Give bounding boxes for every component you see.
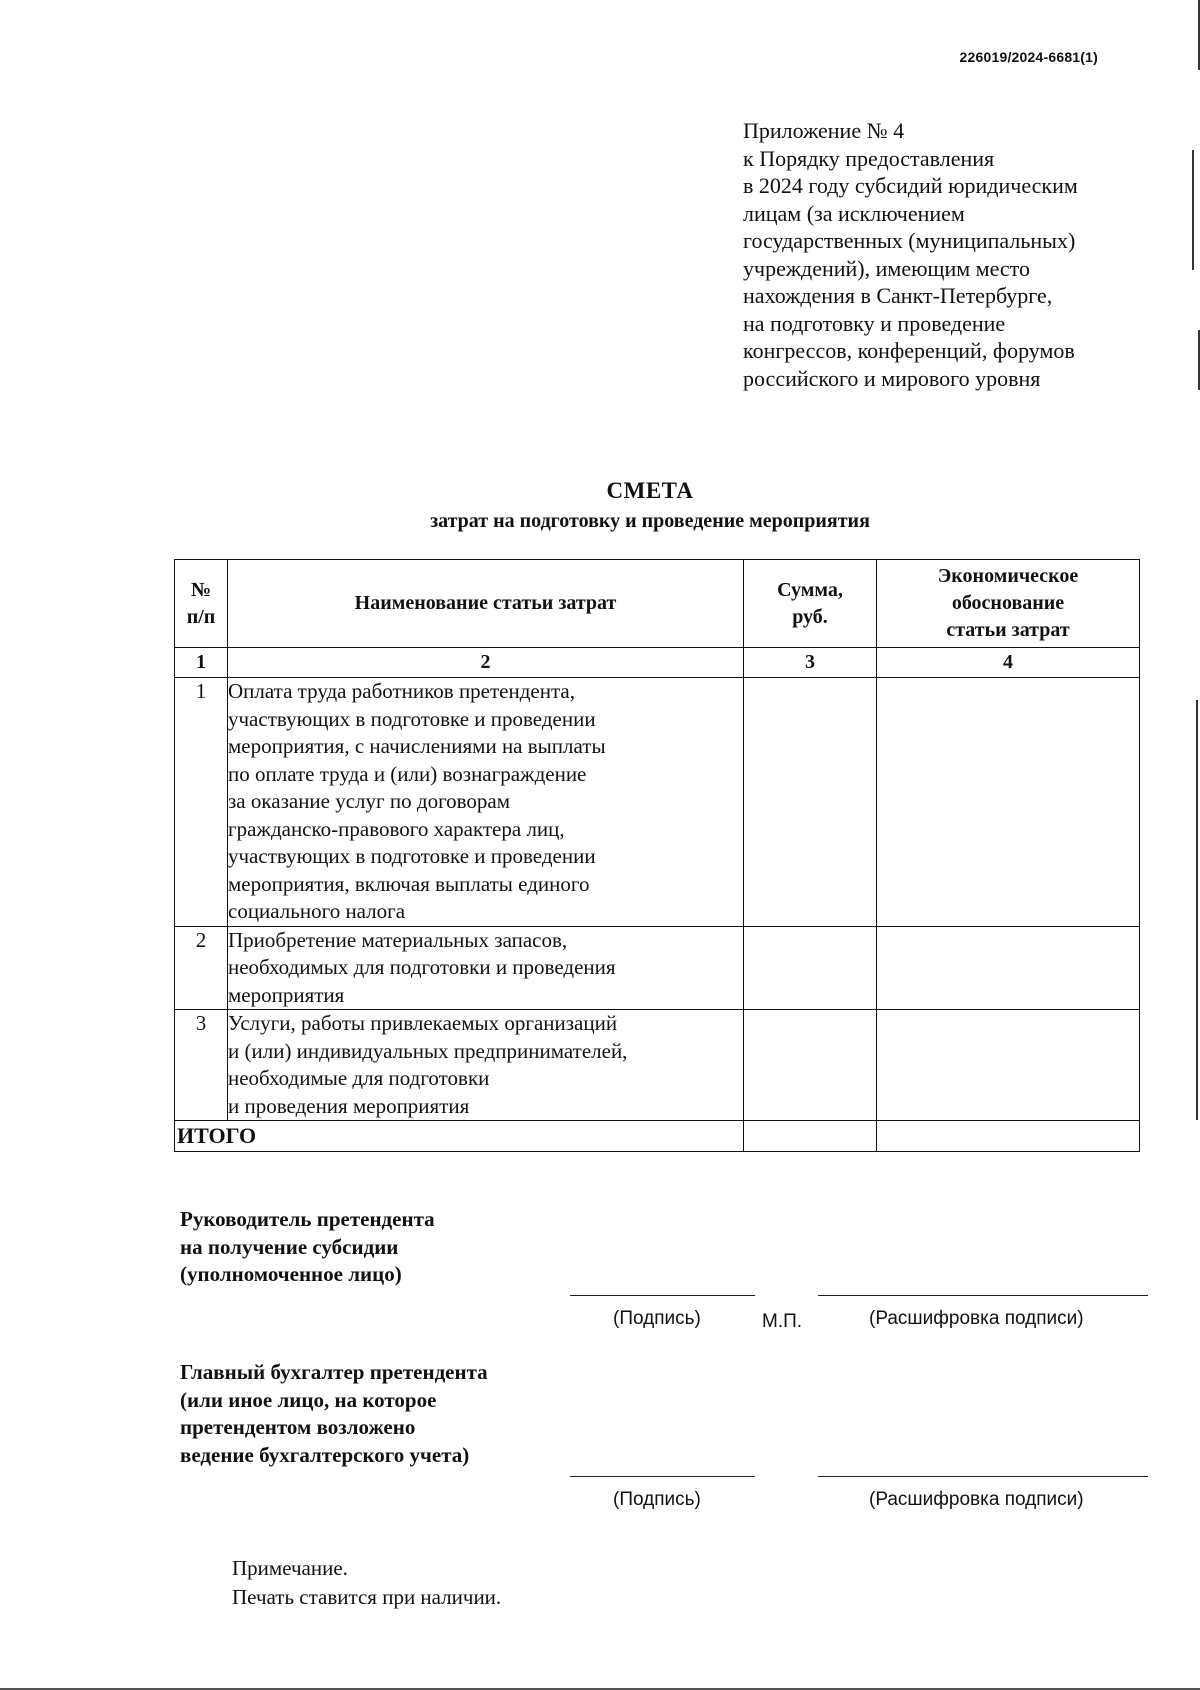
justification-cell: [877, 1010, 1140, 1121]
header-number: [175, 560, 228, 648]
accountant-signatory-line: ведение бухгалтерского учета): [180, 1442, 470, 1467]
row-number: 1: [175, 678, 228, 927]
document-title: [160, 478, 1140, 533]
column-number: 2: [228, 648, 744, 678]
cost-item-line: мероприятия, включая выплаты единого: [228, 871, 590, 896]
cost-item-name: [228, 678, 744, 927]
cost-sum-cell: [744, 926, 877, 1010]
appendix-reference: [743, 117, 1163, 392]
cost-item-line: гражданско-правового характера лиц,: [228, 816, 565, 841]
appendix-line: к Порядку предоставления: [743, 145, 995, 171]
column-number: 3: [744, 648, 877, 678]
head-decoding-caption: (Расшифровка подписи): [869, 1308, 1084, 1329]
head-signatory-title: [180, 1206, 435, 1289]
total-justification-cell: [877, 1121, 1140, 1152]
cost-item-line: мероприятия: [228, 982, 345, 1007]
title-main: СМЕТА: [606, 478, 694, 503]
header-sum-line: руб.: [792, 605, 828, 628]
column-number: 4: [877, 648, 1140, 678]
column-number-row: [175, 648, 1140, 678]
cost-item-line: Услуги, работы привлекаемых организаций: [228, 1011, 618, 1035]
appendix-line: нахождения в Санкт-Петербурге,: [743, 283, 1053, 308]
cost-item-line: необходимых для подготовки и проведения: [228, 955, 616, 979]
head-signatory-line: Руководитель претендента: [180, 1207, 435, 1231]
head-signatory-line: на получение субсидии: [180, 1234, 399, 1259]
header-justification-line: Экономическое: [937, 565, 1079, 587]
cost-sum-cell: [744, 1010, 877, 1121]
accountant-decoding-caption: (Расшифровка подписи): [869, 1489, 1084, 1510]
head-signature-line: [570, 1295, 755, 1296]
header-number-line: №: [190, 578, 212, 601]
document-registration-number: 226019/2024-6681(1): [959, 49, 1098, 65]
cost-item-line: Приобретение материальных запасов,: [228, 927, 568, 952]
appendix-line: Приложение № 4: [743, 118, 905, 143]
cost-sum-cell: [744, 678, 877, 927]
appendix-line: лицам (за исключением: [743, 200, 965, 226]
cost-item-line: мероприятия, с начислениями на выплаты: [228, 734, 606, 758]
accountant-signatory-line: (или иное лицо, на которое: [180, 1387, 437, 1412]
accountant-signatory-line: претендентом возложено: [180, 1415, 416, 1439]
header-number-line: п/п: [186, 605, 216, 628]
stamp-caption: М.П.: [762, 1311, 803, 1332]
appendix-line: конгрессов, конференций, форумов: [743, 338, 1075, 363]
cost-item-line: участвующих в подготовке и проведении: [228, 844, 596, 868]
accountant-signatory-line: Главный бухгалтер претендента: [180, 1360, 488, 1384]
note-text: Печать ставится при наличии.: [232, 1585, 502, 1609]
table-row: [175, 678, 1140, 927]
title-subtitle: затрат на подготовку и проведение мероприятия: [430, 510, 870, 532]
appendix-line: в 2024 году субсидий юридическим: [743, 173, 1078, 198]
table-row: [175, 926, 1140, 1010]
justification-cell: [877, 926, 1140, 1010]
total-row: [175, 1121, 1140, 1152]
note-block: [232, 1554, 501, 1612]
total-sum-cell: [744, 1121, 877, 1152]
head-signatory-line: (уполномоченное лицо): [180, 1262, 402, 1286]
appendix-line: учреждений), имеющим место: [743, 255, 1030, 281]
header-justification: [877, 560, 1140, 648]
scan-edge-mark: [1192, 150, 1194, 270]
column-number: 1: [175, 648, 228, 678]
accountant-signatory-title: [180, 1359, 488, 1469]
appendix-line: на подготовку и проведение: [743, 310, 1006, 336]
table-header-row: [175, 560, 1140, 648]
note-title: Примечание.: [232, 1556, 348, 1580]
header-sum-line: Сумма,: [777, 578, 843, 601]
header-justification-line: обоснование: [951, 592, 1065, 614]
cost-item-line: за оказание услуг по договорам: [228, 789, 511, 813]
cost-item-line: Оплата труда работников претендента,: [228, 679, 575, 703]
cost-item-line: и проведения мероприятия: [228, 1093, 470, 1118]
header-justification-line: статьи затрат: [946, 619, 1070, 641]
cost-item-name: [228, 926, 744, 1010]
accountant-decoding-line: [818, 1476, 1148, 1477]
cost-item-line: и (или) индивидуальных предпринимателей,: [228, 1038, 628, 1063]
cost-item-line: социального налога: [228, 899, 406, 923]
accountant-signature-caption: (Подпись): [613, 1489, 701, 1510]
head-decoding-line: [818, 1295, 1148, 1296]
cost-item-line: необходимые для подготовки: [228, 1066, 490, 1090]
row-number: 2: [175, 926, 228, 1010]
cost-item-line: участвующих в подготовке и проведении: [228, 706, 596, 731]
justification-cell: [877, 678, 1140, 927]
cost-item-name: [228, 1010, 744, 1121]
header-sum: [744, 560, 877, 648]
header-name: Наименование статьи затрат: [228, 560, 744, 648]
scan-edge-mark: [1196, 700, 1198, 1120]
accountant-signature-line: [570, 1476, 755, 1477]
appendix-line: российского и мирового уровня: [743, 365, 1041, 391]
table-row: [175, 1010, 1140, 1121]
head-signature-caption: (Подпись): [613, 1308, 701, 1329]
total-label: ИТОГО: [175, 1121, 744, 1152]
row-number: 3: [175, 1010, 228, 1121]
cost-item-line: по оплате труда и (или) вознаграждение: [228, 761, 587, 786]
cost-estimate-table: [174, 559, 1140, 1152]
appendix-line: государственных (муниципальных): [743, 228, 1076, 253]
